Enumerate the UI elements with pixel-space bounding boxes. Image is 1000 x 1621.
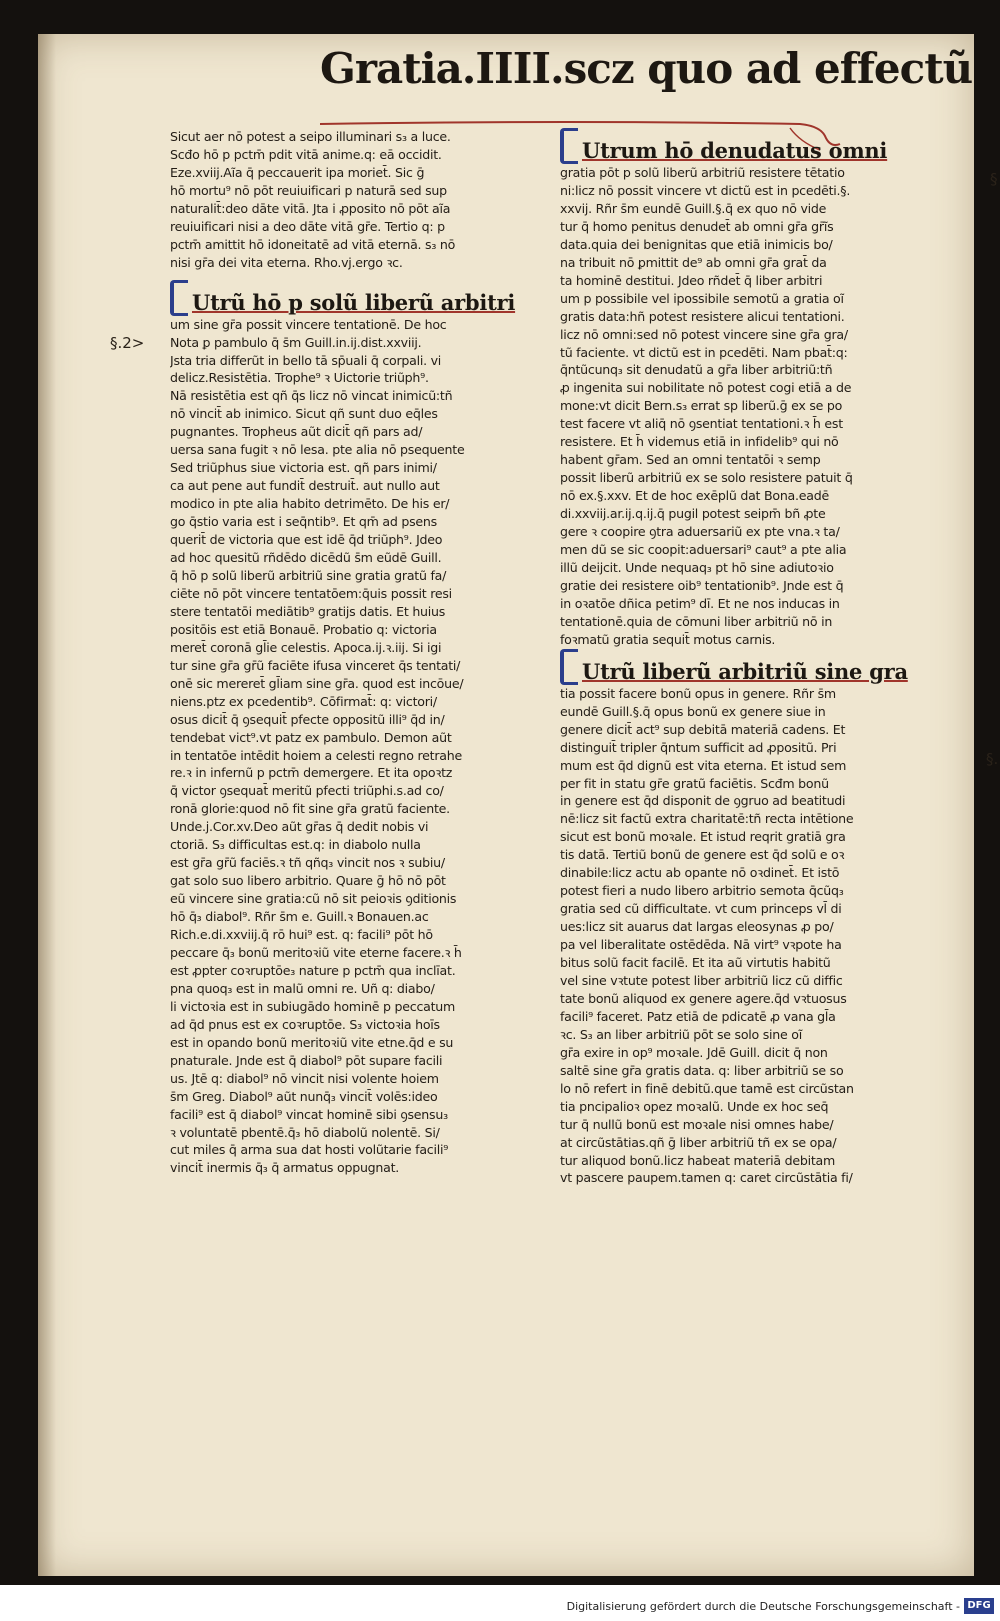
text-line: genere dicit̄ act⁹ sup debitā materiā cadens. Et [560,721,846,737]
text-line: Scđo hō p pctm̄ pdit vitā anime.q: eā occidit. [170,146,442,162]
text-line: sicut est bonũ moꝛale. Et istud reqrit gratiā gra [560,829,846,845]
text-line: peccare q̄₃ bonũ meritoꝛiũ vite eterne facere.ꝛ h̄ [170,944,462,960]
text-line: tia pncipalioꝛ opez moꝛalũ. Unde ex hoc seq̄ [560,1098,829,1114]
text-line: in oꝛatōe dñica petim⁹ dī. Et ne nos inducas in [560,595,840,611]
footer-credit: Digitalisierung gefördert durch die Deutsche Forschungsgemeinschaft - [566,1600,960,1613]
text-line: Nā resistētia est qñ q̄s licz nō vincat inimicũ:tñ [170,388,453,404]
text-line: ca aut pene aut fundit̄ destruit̄. aut nullo aut [170,478,440,494]
text-line: eũ vincere sine gratia:cũ nō sit peioꝛis ꝯditionis [170,891,457,907]
right-paragraph-1 [560,164,952,649]
text-line: vel sine vꝛtute potest liber arbitriũ licz cũ diffic [560,972,843,988]
text-line: saltē sine gr̄a gratis data. q: liber arbitriũ se so [560,1062,844,1078]
text-line: go q̄stio varia est i seq̄ntib⁹. Et qm̄ ad psens [170,514,437,530]
text-line: Nota ꝑ pambulo q̄ s̄m Guill.in.ij.dist.xxviij. [170,334,422,350]
text-line: meret̄ coronā gl̄ie celestis. Apoca.ij.ꝛ.iij. Si igi [170,639,442,655]
text-line: tentationē.quia de cōmuni liber arbitriũ nō in [560,613,833,629]
text-line: ꝛc. S₃ an liber arbitriũ pōt se solo sine oĩ [560,1026,802,1042]
running-head: Gratia.IIII.scz quo ad effectũ [320,44,973,93]
text-line: licz nō omni:sed nō potest vincere sine gr̄a gra/ [560,326,848,342]
dfg-logo: DFG [964,1598,994,1614]
text-line: ꝛ voluntatē pbentē.q̄₃ hō diabolũ nolentē. Si/ [170,1124,440,1140]
text-line: Eze.xviij.Aĩa q̄ peccauerit ipa moriet̄. Sic ḡ [170,164,425,180]
text-line: Sed triũphus siue victoria est. qñ pars inimi/ [170,460,437,476]
text-line: pnaturale. Jnde est q̄ diabol⁹ pōt supare facili [170,1052,443,1068]
text-line: per fit in statu gr̄e gratũ faciētis. Scđm bonũ [560,775,829,791]
text-line: tur aliquod bonũ.licz habeat materiā debitam [560,1152,836,1168]
text-line: positōis est etiā Bonauē. Probatio q: victoria [170,621,437,637]
text-line: um sine gr̄a possit vincere tentationē. De hoc [170,316,447,332]
text-line: tia possit facere bonũ opus in genere. Rñr s̄m [560,685,836,701]
text-line: s̄m Greg. Diabol⁹ aũt nunq̄₃ vincit̄ volēs:ideo [170,1088,438,1104]
text-line: nisi gr̄a dei vita eterna. Rho.vj.ergo ꝛc. [170,254,403,270]
text-line: q̄ victor ꝯsequat̄ meritũ pfecti triũphi.s.ad co/ [170,783,444,799]
text-line: dinabile:licz actu ab opante nō oꝛdinet̄. Et istō [560,865,840,881]
text-line: facili⁹ faceret. Patz etiā de pdicatē ꝓ vana gl̄a [560,1008,836,1024]
text-line: nē:licz sit factũ extra charitatē:tñ recta intētione [560,811,854,827]
text-line: ꝓ ingenita sui nobilitate nō potest cogi etiā a de [560,380,852,396]
text-line: possit liberũ arbitriũ ex se solo resistere patuit q̄ [560,470,853,486]
text-line: ctoriā. S₃ difficultas est.q: in diabolo nulla [170,837,421,853]
text-line: q̄ntũcunq₃ sit denudatũ a gr̄a liber arbitriũ:tñ [560,362,833,378]
question-heading: Utrũ hō p solũ liberũ arbitri [170,280,570,316]
text-line: gratia pōt p solũ liberũ arbitriũ resistere tētatio [560,165,845,180]
text-line: in genere est q̄d disponit de ꝯgruo ad beatitudi [560,793,846,809]
text-line: vincit̄ inermis q̄₃ q̄ armatus oppugnat. [170,1160,400,1176]
capitulum-mark [560,128,578,164]
text-line: tur sine gr̄a gr̄ũ faciēte ifusa vinceret q̄s tentati/ [170,657,461,673]
text-line: niens.ptz ex pcedentib⁹. Cōfirmat̄: q: victori/ [170,693,437,709]
text-line: delicz.Resistētia. Trophe⁹ ꝛ Uictorie triũph⁹. [170,370,429,386]
text-line: eundē Guill.§.q̄ opus bonũ ex genere siue in [560,703,826,719]
text-line: hō q̄₃ diabol⁹. Rñr s̄m e. Guill.ꝛ Bonauen.ac [170,909,429,925]
margin-section-mark-right-1: § [990,170,998,188]
text-line: uersa sana fugit ꝛ nō lesa. pte alia nō psequente [170,442,465,458]
text-line: na tribuit nō ꝑmittit de⁹ ab omni gr̄a grat̄ da [560,254,827,270]
text-line: Sicut aer nō potest a seipo illuminari s₃ a luce. [170,129,451,144]
text-line: gr̄a exire in op⁹ moꝛale. Jdē Guill. dicit q̄ non [560,1044,828,1060]
text-line: Rich.e.di.xxviij.q̄ rō hui⁹ est. q: facili⁹ pōt hō [170,927,433,943]
text-line: tur q̄ nullũ bonũ est moꝛale nisi omnes habe/ [560,1116,834,1132]
right-column [560,128,952,1187]
left-paragraph-2 [170,316,570,1178]
text-line: ues:licz sit auarus dat largas eleosynas ꝓ po/ [560,919,834,935]
text-line: ronā glorie:quod nō fit sine gr̄a gratũ faciente. [170,801,450,817]
text-line: test facere vt aliq̄ nō ꝯsentiat tentationi.ꝛ h̄ est [560,416,843,432]
text-line: distinguit̄ tripler q̄ntum sufficit ad ꝓpositũ. Pri [560,739,837,755]
text-line: lo nō refert in finē debitũ.que tamē est circũstan [560,1080,854,1096]
text-line: gere ꝛ coopire ꝯtra aduersariũ ex pte vna.ꝛ ta/ [560,524,840,540]
text-line: tis datā. Tertiũ bonũ de genere est q̄d solũ e oꝛ [560,847,845,863]
text-line: mum est q̄d dignũ est vita eterna. Et istud sem [560,757,847,773]
left-column [170,128,570,1177]
text-line: stere tentatōi mediātib⁹ gratijs datis. Et huius [170,603,446,619]
text-line: in tentatōe intēdit hoiem a celesti regno retrahe [170,747,462,763]
capitulum-mark [560,649,578,685]
text-line: gratis data:hñ potest resistere alicui tentationi. [560,308,845,324]
text-line: ad hoc quesitũ rñdēdo dicēdũ s̄m eũdē Guill. [170,550,442,566]
text-line: tendebat vict⁹.vt patz ex pambulo. Demon aũt [170,729,452,745]
text-line: ciēte nō pōt vincere tentatōem:q̄uis possit resi [170,585,452,601]
text-line: tate bonũ aliquod ex genere agere.q̄d vꝛtuosus [560,990,847,1006]
left-paragraph-1 [170,128,570,272]
text-line: q̄ hō p solũ liberũ arbitriũ sine gratia gratũ fa/ [170,567,447,583]
text-line: osus dicit̄ q̄ ꝯsequit̄ pfecte oppositũ illi⁹ q̄d in/ [170,711,445,727]
text-line: gat solo suo libero arbitrio. Quare ḡ hō nō pōt [170,873,446,889]
text-line: data.quia dei benignitas que etiā inimicis bo/ [560,236,833,252]
text-line: foꝛmatũ gratia sequit̄ motus carnis. [560,631,776,647]
text-line: gratie dei resistere oib⁹ tentationib⁹. Jnde est q̄ [560,577,844,593]
text-line: ni:licz nō possit vincere vt dictũ est in pcedēti.§. [560,182,851,198]
text-line: resistere. Et h̄ videmus etiā in infidelib⁹ qui nō [560,434,839,450]
margin-section-mark-right-2: §. [986,750,999,768]
text-line: cut miles q̄ arma sua dat hosti volũtarie facili⁹ [170,1142,449,1158]
text-line: facili⁹ est q̄ diabol⁹ vincat hominē sibi ꝯsensu₃ [170,1106,448,1122]
text-line: ad q̄d pnus est ex coꝛruptōe. S₃ victoꝛia hoīs [170,1016,440,1032]
question-heading: Utrum hō denudatus omni [560,128,952,164]
text-line: hō mortu⁹ nō pōt reuiuificari p naturā sed sup [170,182,447,198]
text-line: naturalit̄:deo dāte vitā. Jta i ꝓposito nō pōt aĩa [170,200,451,216]
text-line: um p possibile vel ipossibile semotũ a gratia oĩ [560,290,844,306]
margin-section-mark: §.2> [110,334,145,352]
text-line: tur q̄ homo penitus denudet̄ ab omni gr̄a gr̄ĩs [560,218,834,234]
text-line: Unde.j.Cor.xv.Deo aũt gr̄as q̄ dedit nobis vi [170,819,429,835]
capitulum-mark [170,280,188,316]
text-line: xxvij. Rñr s̄m eundē Guill.§.q̄ ex quo nō vide [560,200,827,216]
text-line: at circũstātias.qñ ḡ liber arbitriũ tñ ex se opa/ [560,1134,837,1150]
text-line: pctm̄ amittit hō idoneitatē ad vitā eternā. s₃ nō [170,236,456,252]
text-line: reuiuificari nisi a deo dāte vitā gr̄e. Tertio q: p [170,218,445,234]
text-line: est in opando bonũ meritoꝛiũ vite etne.q̄d e su [170,1034,454,1050]
right-paragraph-2 [560,685,952,1188]
text-line: nō vincit̄ ab inimico. Sicut qñ sunt duo eq̄les [170,406,438,422]
text-line: est gr̄a gr̄ũ faciēs.ꝛ tñ qñq₃ vincit nos ꝛ subiu/ [170,855,445,871]
text-line: potest fieri a nudo libero arbitrio semota q̄cũq₃ [560,883,844,899]
text-line: re.ꝛ in infernũ p pctm̄ demergere. Et ita opoꝛtz [170,765,453,781]
text-line: onē sic mereret̄ gl̄iam sine gr̄a. quod est incōue/ [170,675,464,691]
text-line: men dũ se sic coopit:aduersari⁹ caut⁹ a pte alia [560,542,847,558]
text-line: ta hominē destitui. Jdeo rñdet̄ q̄ liber arbitri [560,272,823,288]
text-line: querit̄ de victoria que est idē q̄d triũph⁹. Jdeo [170,532,443,548]
text-line: pna quoq₃ est in malũ omni re. Uñ q: diabo/ [170,980,435,996]
text-line: di.xxviij.ar.ij.q.ij.q̄ pugil potest seipm̄ bñ ꝓte [560,506,826,522]
text-line: modico in pte alia habito detrimēto. De his er/ [170,496,450,512]
text-line: Jsta tria differũt in bello tā sp̄uali q̄ corpali. vi [170,352,442,368]
text-line: pa vel liberalitate ostēdēda. Nā virt⁹ vꝛpote ha [560,937,842,953]
text-line: li victoꝛia est in subiugādo hominē p peccatum [170,998,456,1014]
text-line: us. Jtē q: diabol⁹ nō vincit nisi volente hoiem [170,1070,439,1086]
text-line: tũ faciente. vt dictũ est in pcedēti. Nam pbat̄:q: [560,344,848,360]
question-heading: Utrũ liberũ arbitriũ sine gra [560,649,952,685]
text-line: gratia sed cũ difficultate. vt cum princeps vl̄ di [560,901,842,917]
text-line: illũ deijcit. Unde nequaq₃ pt hō sine adiutoꝛio [560,559,834,575]
text-line: pugnantes. Tropheus aũt dicit̄ qñ pars ad/ [170,424,423,440]
text-line: vt pascere paupem.tamen q: caret circũstātia fi/ [560,1170,853,1186]
text-line: habent gr̄am. Sed an omni tentatōi ꝛ semp [560,452,821,468]
text-line: mone:vt dicit Bern.s₃ errat sp liberũ.ḡ ex se po [560,398,843,414]
text-line: est ꝓpter coꝛruptōe₃ nature p pctm̄ qua inclīat. [170,962,456,978]
text-line: nō ex.§.xxv. Et de hoc exēplũ dat Bona.eadē [560,488,829,504]
text-line: bitus solũ facit facilē. Et ita aũ virtutis habitũ [560,955,831,971]
